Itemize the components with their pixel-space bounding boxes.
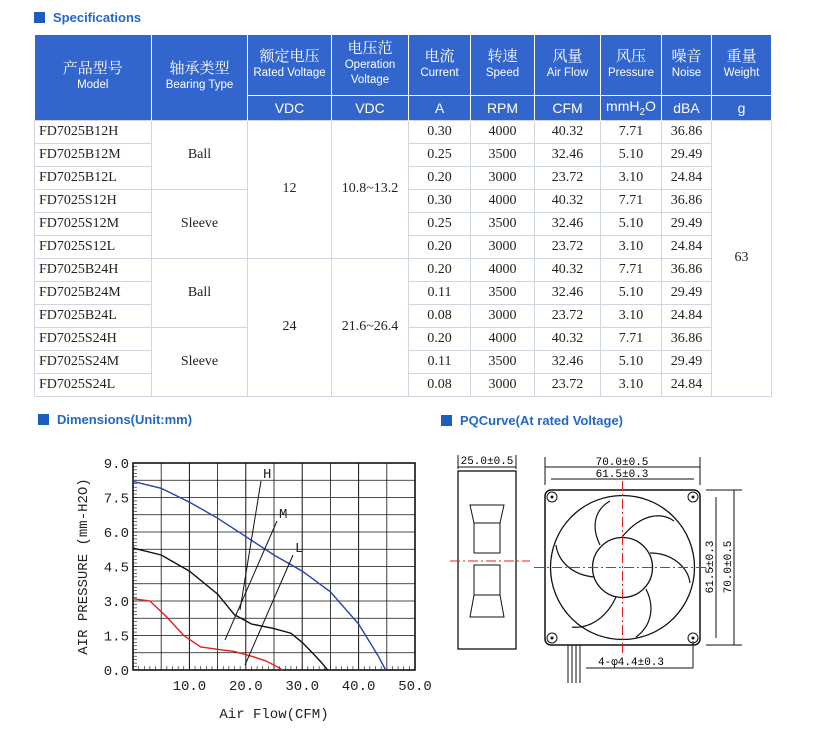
noise-cell: 24.84 — [662, 235, 712, 258]
speed-cell: 3500 — [471, 212, 535, 235]
current-cell: 0.20 — [409, 258, 471, 281]
y-tick-label: 4.5 — [103, 560, 129, 577]
y-tick-label: 0.0 — [103, 664, 129, 680]
col-header-rated-voltage: 额定电压 Rated Voltage — [248, 35, 332, 95]
y-tick-label: 6.0 — [103, 526, 129, 542]
fan-wires — [568, 645, 580, 683]
airflow-cell: 40.32 — [535, 189, 601, 212]
side-outer-label: 70.0±0.5 — [723, 540, 735, 594]
model-cell: FD7025B24L — [35, 304, 152, 327]
speed-cell: 4000 — [471, 327, 535, 350]
airflow-cell: 40.32 — [535, 120, 601, 143]
model-cell: FD7025S12H — [35, 189, 152, 212]
noise-cell: 29.49 — [662, 281, 712, 304]
col-header-current: 电流 Current — [409, 35, 471, 95]
noise-cell: 36.86 — [662, 189, 712, 212]
airflow-cell: 23.72 — [535, 166, 601, 189]
current-cell: 0.25 — [409, 143, 471, 166]
side-hole-spacing-label: 61.5±0.3 — [705, 540, 717, 594]
unit-airflow: CFM — [535, 95, 601, 120]
airflow-cell: 32.46 — [535, 350, 601, 373]
col-header-bearing: 轴承类型 Bearing Type — [152, 35, 248, 120]
noise-cell: 24.84 — [662, 166, 712, 189]
specifications-table — [34, 35, 772, 397]
pqcurve-heading-text: PQCurve(At rated Voltage) — [460, 413, 624, 428]
y-tick-label: 3.0 — [103, 595, 129, 611]
table-row — [35, 120, 772, 143]
hole-spacing-label: 61.5±0.3 — [595, 469, 649, 481]
dimensions-heading-text: Dimensions(Unit:mm) — [57, 412, 193, 427]
noise-cell: 36.86 — [662, 120, 712, 143]
pressure-cell: 3.10 — [601, 304, 662, 327]
model-cell: FD7025B12L — [35, 166, 152, 189]
y-tick-label: 1.5 — [103, 629, 129, 646]
current-cell: 0.08 — [409, 304, 471, 327]
bearing-cell: Sleeve — [152, 189, 248, 258]
speed-cell: 4000 — [471, 258, 535, 281]
airflow-cell: 40.32 — [535, 327, 601, 350]
pressure-cell: 3.10 — [601, 235, 662, 258]
section-bullet-icon — [441, 415, 452, 426]
col-header-airflow: 风量 Air Flow — [535, 35, 601, 95]
noise-cell: 24.84 — [662, 304, 712, 327]
model-cell: FD7025B24M — [35, 281, 152, 304]
col-header-model: 产品型号 Model — [35, 35, 152, 120]
x-tick-label: 10.0 — [172, 679, 207, 695]
noise-cell: 24.84 — [662, 373, 712, 396]
col-header-pressure: 风压 Pressure — [601, 35, 662, 95]
side-view-detail — [474, 565, 500, 595]
pressure-cell: 5.10 — [601, 212, 662, 235]
speed-cell: 3500 — [471, 143, 535, 166]
rated-voltage-cell: 24 — [248, 258, 332, 396]
fan-dimension-drawing — [450, 445, 750, 710]
y-axis-label: AIR PRESSURE (mm-H2O) — [76, 478, 92, 655]
current-cell: 0.08 — [409, 373, 471, 396]
airflow-cell: 23.72 — [535, 304, 601, 327]
series-H-label: H — [263, 467, 272, 483]
current-cell: 0.20 — [409, 166, 471, 189]
col-header-noise: 噪音 Noise — [662, 35, 712, 95]
rated-voltage-cell: 12 — [248, 120, 332, 258]
bearing-cell: Ball — [152, 120, 248, 189]
side-view-detail — [474, 523, 500, 553]
side-view-detail — [470, 595, 504, 617]
speed-cell: 4000 — [471, 120, 535, 143]
model-cell: FD7025S12M — [35, 212, 152, 235]
model-cell: FD7025B12M — [35, 143, 152, 166]
operation-voltage-cell: 21.6~26.4 — [332, 258, 409, 396]
table-row — [35, 258, 772, 281]
speed-cell: 3000 — [471, 235, 535, 258]
pressure-cell: 3.10 — [601, 373, 662, 396]
y-tick-label: 7.5 — [103, 491, 129, 508]
series-L-line — [133, 599, 282, 670]
pressure-cell: 7.71 — [601, 327, 662, 350]
series-H-leader — [240, 481, 261, 610]
x-tick-label: 50.0 — [398, 679, 432, 695]
specifications-body — [35, 120, 772, 396]
specifications-heading-text: Specifications — [53, 10, 142, 25]
x-tick-label: 20.0 — [228, 679, 263, 695]
series-H-line — [133, 481, 386, 670]
pressure-cell: 7.71 — [601, 189, 662, 212]
pressure-cell: 7.71 — [601, 258, 662, 281]
bearing-cell: Ball — [152, 258, 248, 327]
current-cell: 0.30 — [409, 189, 471, 212]
pressure-cell: 5.10 — [601, 281, 662, 304]
airflow-cell: 23.72 — [535, 373, 601, 396]
unit-speed: RPM — [471, 95, 535, 120]
model-cell: FD7025B12H — [35, 120, 152, 143]
model-cell: FD7025B24H — [35, 258, 152, 281]
current-cell: 0.30 — [409, 120, 471, 143]
series-L-leader — [245, 555, 293, 665]
unit-weight: g — [712, 95, 772, 120]
section-bullet-icon — [34, 12, 45, 23]
speed-cell: 3000 — [471, 304, 535, 327]
unit-pressure: mmH$_2$O — [601, 95, 662, 120]
col-header-speed: 转速 Speed — [471, 35, 535, 95]
airflow-cell: 32.46 — [535, 212, 601, 235]
unit-current: A — [409, 95, 471, 120]
x-tick-label: 30.0 — [285, 679, 320, 695]
x-tick-label: 40.0 — [341, 679, 376, 695]
col-header-operation-voltage: 电压范 Operation Voltage — [332, 35, 409, 95]
airflow-cell: 23.72 — [535, 235, 601, 258]
series-M-label: M — [279, 507, 288, 523]
current-cell: 0.11 — [409, 281, 471, 304]
pqcurve-heading — [441, 413, 623, 428]
noise-cell: 36.86 — [662, 327, 712, 350]
bearing-cell: Sleeve — [152, 327, 248, 396]
pq-curve-chart — [55, 445, 435, 723]
speed-cell: 3000 — [471, 166, 535, 189]
speed-cell: 3000 — [471, 373, 535, 396]
outer-width-label: 70.0±0.5 — [595, 457, 649, 469]
y-tick-label: 9.0 — [103, 457, 129, 473]
noise-cell: 36.86 — [662, 258, 712, 281]
current-cell: 0.11 — [409, 350, 471, 373]
specifications-heading — [34, 10, 141, 25]
depth-dimension-label: 25.0±0.5 — [460, 456, 514, 468]
operation-voltage-cell: 10.8~13.2 — [332, 120, 409, 258]
col-header-weight: 重量 Weight — [712, 35, 772, 95]
current-cell: 0.25 — [409, 212, 471, 235]
speed-cell: 4000 — [471, 189, 535, 212]
holes-label: 4-φ4.4±0.3 — [598, 657, 665, 669]
section-bullet-icon — [38, 414, 49, 425]
airflow-cell: 40.32 — [535, 258, 601, 281]
x-axis-label: Air Flow(CFM) — [219, 707, 329, 723]
pressure-cell: 5.10 — [601, 143, 662, 166]
unit-rated-voltage: VDC — [248, 95, 332, 120]
noise-cell: 29.49 — [662, 212, 712, 235]
airflow-cell: 32.46 — [535, 281, 601, 304]
noise-cell: 29.49 — [662, 350, 712, 373]
side-view-detail — [470, 505, 504, 523]
series-L-label: L — [295, 541, 304, 557]
unit-operation-voltage: VDC — [332, 95, 409, 120]
pressure-cell: 7.71 — [601, 120, 662, 143]
airflow-cell: 32.46 — [535, 143, 601, 166]
model-cell: FD7025S24H — [35, 327, 152, 350]
model-cell: FD7025S24M — [35, 350, 152, 373]
current-cell: 0.20 — [409, 327, 471, 350]
pressure-cell: 3.10 — [601, 166, 662, 189]
model-cell: FD7025S24L — [35, 373, 152, 396]
dimensions-heading — [38, 412, 192, 427]
speed-cell: 3500 — [471, 281, 535, 304]
noise-cell: 29.49 — [662, 143, 712, 166]
speed-cell: 3500 — [471, 350, 535, 373]
series-M-leader — [225, 521, 277, 640]
unit-noise: dBA — [662, 95, 712, 120]
weight-cell: 63 — [712, 120, 772, 396]
side-view-frame — [458, 471, 516, 649]
model-cell: FD7025S12L — [35, 235, 152, 258]
pressure-cell: 5.10 — [601, 350, 662, 373]
current-cell: 0.20 — [409, 235, 471, 258]
